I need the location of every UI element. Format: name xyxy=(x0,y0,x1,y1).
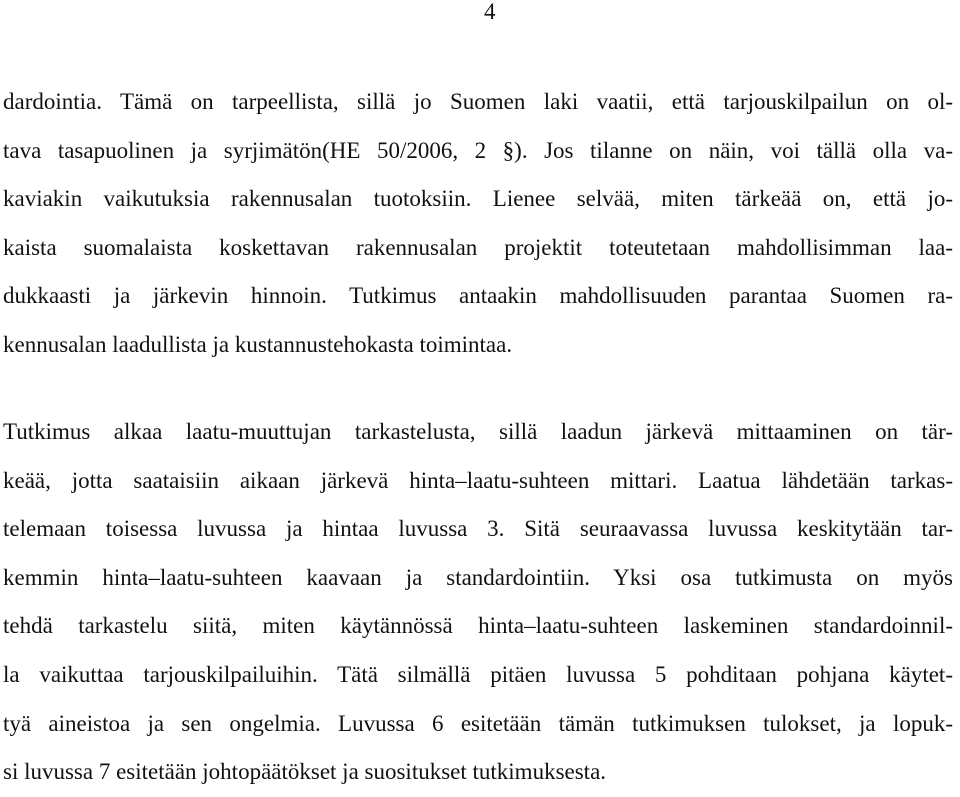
text-line: si luvussa 7 esitetään johtopäätökset ja suositukset tutkimuksesta. xyxy=(3,759,607,785)
text-line: kaista suomalaista koskettavan rakennusalan projektit toteutetaan mahdollisimman laa- xyxy=(3,234,953,260)
text-line: Tutkimus alkaa laatu-muuttujan tarkastelusta, sillä laadun järkevä mittaaminen on tär- xyxy=(3,419,953,444)
text-line: keää, jotta saataisiin aikaan järkevä hinta–laatu-suhteen mittari. Laatua lähdetään tarkas- xyxy=(3,467,953,493)
text-line: dardointia. Tämä on tarpeellista, sillä jo Suomen laki vaatii, että tarjouskilpailun on ol- xyxy=(3,89,953,114)
text-line: telemaan toisessa luvussa ja hintaa luvussa 3. Sitä seuraavassa luvussa keskitytään tar- xyxy=(3,516,953,542)
text-line: dukkaasti ja järkevin hinnoin. Tutkimus antaakin mahdollisuuden parantaa Suomen ra- xyxy=(3,283,953,309)
page-number: 4 xyxy=(484,0,496,24)
text-line: la vaikuttaa tarjouskilpailuihin. Tätä silmällä pitäen luvussa 5 pohditaan pohjana käytet- xyxy=(3,661,953,687)
text-line: kaviakin vaikutuksia rakennusalan tuotoksiin. Lienee selvää, miten tärkeää on, että jo- xyxy=(3,186,953,212)
paragraph-1 xyxy=(3,78,953,370)
text-line: kennusalan laadullista ja kustannustehokasta toimintaa. xyxy=(3,331,513,357)
text-line: tehdä tarkastelu siitä, miten käytännössä hinta–laatu-suhteen laskeminen standardoinnil- xyxy=(3,613,953,639)
text-line: tyä aineistoa ja sen ongelmia. Luvussa 6 esitetään tämän tutkimuksen tulokset, ja lopuk- xyxy=(3,710,953,736)
text-line: tava tasapuolinen ja syrjimätön(HE 50/2006, 2 §). Jos tilanne on näin, voi tällä olla va- xyxy=(3,137,953,163)
paragraph-2 xyxy=(3,408,953,797)
text-line: kemmin hinta–laatu-suhteen kaavaan ja standardointiin. Yksi osa tutkimusta on myös xyxy=(3,564,953,590)
